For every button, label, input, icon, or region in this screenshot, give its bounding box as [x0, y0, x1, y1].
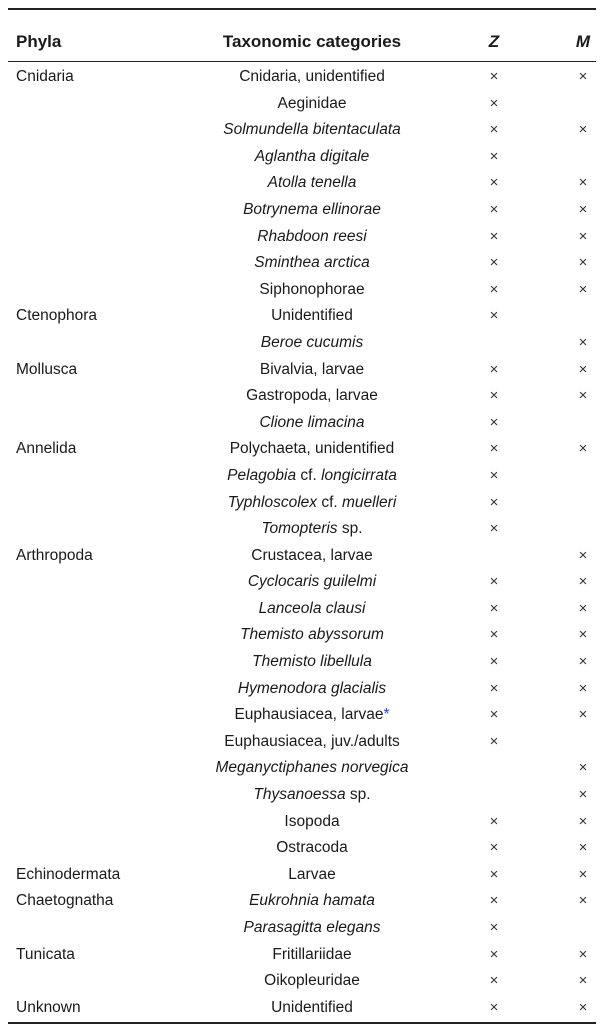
table-row: [8, 516, 596, 543]
taxon-cell: [158, 569, 466, 596]
taxon-cell: [158, 490, 466, 517]
m-presence-mark: ×: [578, 865, 588, 883]
taxon-text: Unidentified: [271, 307, 353, 325]
taxon-cell: [158, 755, 466, 782]
table-row: [8, 676, 596, 703]
taxon-cell: [158, 676, 466, 703]
table-row: [8, 170, 596, 197]
taxon-text: Siphonophorae: [259, 280, 365, 298]
taxon-part: sp.: [337, 520, 363, 538]
m-presence-mark: ×: [578, 998, 588, 1016]
taxon-cell: [158, 463, 466, 490]
z-presence-mark: ×: [489, 919, 499, 936]
taxon-cell: [158, 835, 466, 862]
taxon-cell: [158, 995, 466, 1022]
z-presence-mark: ×: [489, 653, 499, 671]
taxon-part: cf.: [296, 466, 322, 484]
table-row: [8, 543, 596, 570]
taxon-text: Hymenodora glacialis: [237, 679, 387, 697]
table-row: [8, 383, 596, 410]
z-presence-mark: ×: [489, 200, 499, 218]
z-presence-mark: ×: [489, 174, 499, 192]
taxon-text: Larvae: [288, 865, 336, 883]
table-row: [8, 463, 596, 490]
header-m: M: [575, 32, 591, 51]
taxon-cell: [158, 303, 466, 330]
taxon-text: Solmundella bitentaculata: [223, 121, 401, 139]
taxon-cell: [158, 942, 466, 969]
header-phyla: Phyla: [16, 32, 62, 51]
taxon-text: Botrynema ellinorae: [243, 200, 381, 218]
table-row: [8, 91, 596, 118]
table-row: [8, 755, 596, 782]
z-presence-mark: ×: [489, 68, 499, 85]
taxon-text: Atolla tenella: [267, 174, 357, 192]
taxon-text: Lanceola clausi: [258, 599, 366, 617]
phylum-cell: Cnidaria: [16, 68, 74, 85]
m-presence-mark: ×: [578, 174, 588, 192]
taxon-part: cf.: [317, 493, 343, 511]
table-row: [8, 649, 596, 676]
phylum-cell: Echinodermata: [16, 865, 121, 883]
m-presence-mark: ×: [578, 972, 588, 990]
z-presence-mark: ×: [489, 121, 499, 139]
z-presence-mark: ×: [489, 945, 499, 963]
taxon-text: Meganyctiphanes norvegica: [215, 759, 409, 777]
taxon-text: Cnidaria, unidentified: [239, 68, 385, 85]
z-presence-mark: ×: [489, 706, 499, 724]
taxon-text: Themisto abyssorum: [240, 626, 384, 644]
phylum-cell: Annelida: [16, 440, 77, 458]
taxon-text: Sminthea arctica: [254, 254, 370, 272]
taxon-cell: [158, 809, 466, 836]
m-presence-mark: ×: [578, 387, 588, 405]
z-presence-mark: ×: [489, 360, 499, 378]
table-row: [8, 888, 596, 915]
table-row: [8, 995, 596, 1022]
taxon-cell: [158, 782, 466, 809]
taxon-cell: [158, 888, 466, 915]
header-taxonomic-categories: Taxonomic categories: [222, 32, 402, 51]
m-presence-mark: ×: [578, 200, 588, 218]
footnote-asterisk: *: [383, 706, 390, 724]
taxon-part: Pelagobia: [227, 466, 297, 484]
z-presence-mark: ×: [489, 440, 499, 458]
taxon-part: Thysanoessa: [253, 786, 346, 804]
m-presence-mark: ×: [578, 227, 588, 245]
taxon-text: Euphausiacea, larvae: [234, 706, 384, 724]
z-presence-mark: ×: [489, 94, 499, 112]
taxon-text: Isopoda: [284, 812, 340, 830]
taxon-part: sp.: [345, 786, 371, 804]
m-presence-mark: ×: [578, 759, 588, 777]
m-presence-mark: ×: [578, 892, 588, 910]
taxon-cell: [158, 862, 466, 889]
taxon-text: Bivalvia, larvae: [259, 360, 365, 378]
taxon-cell: [158, 383, 466, 410]
table-header-rule: [8, 61, 596, 62]
z-presence-mark: ×: [489, 254, 499, 272]
table-row: [8, 968, 596, 995]
m-presence-mark: ×: [578, 121, 588, 139]
table-row: [8, 117, 596, 144]
taxon-part: longicirrata: [321, 466, 397, 484]
m-presence-mark: ×: [578, 360, 588, 378]
taxon-cell: [158, 968, 466, 995]
taxon-text: Unidentified: [271, 998, 353, 1016]
taxon-cell: [158, 702, 466, 729]
taxon-text: Beroe cucumis: [260, 333, 364, 351]
taxon-cell: [158, 64, 466, 91]
table-row: [8, 250, 596, 277]
table-bottom-rule: [8, 1022, 596, 1024]
z-presence-mark: ×: [489, 892, 499, 910]
taxon-cell: [158, 436, 466, 463]
z-presence-mark: ×: [489, 972, 499, 990]
table-row: [8, 622, 596, 649]
z-presence-mark: ×: [489, 865, 499, 883]
taxon-text: Themisto libellula: [252, 653, 372, 671]
taxon-part: Tomopteris: [261, 520, 338, 538]
z-presence-mark: ×: [489, 466, 499, 484]
z-presence-mark: ×: [489, 998, 499, 1016]
table-row: [8, 144, 596, 171]
header-z: Z: [488, 32, 500, 51]
phylum-cell: Unknown: [16, 998, 81, 1016]
taxa-table: [8, 0, 596, 1027]
m-presence-mark: ×: [578, 812, 588, 830]
table-row: [8, 357, 596, 384]
z-presence-mark: ×: [489, 679, 499, 697]
table-row: [8, 197, 596, 224]
m-presence-mark: ×: [578, 599, 588, 617]
taxon-cell: [158, 117, 466, 144]
taxon-part: Typhloscolex: [227, 493, 318, 511]
m-presence-mark: ×: [578, 280, 588, 298]
taxon-text: Gastropoda, larvae: [246, 387, 378, 405]
m-presence-mark: ×: [578, 653, 588, 671]
z-presence-mark: ×: [489, 626, 499, 644]
taxon-text: Oikopleuridae: [264, 972, 360, 990]
taxon-cell: [158, 91, 466, 118]
table-row: [8, 569, 596, 596]
z-presence-mark: ×: [489, 732, 499, 750]
table-row: [8, 436, 596, 463]
z-presence-mark: ×: [489, 520, 499, 538]
table-row: [8, 809, 596, 836]
m-presence-mark: ×: [578, 839, 588, 857]
m-presence-mark: ×: [578, 333, 588, 351]
taxon-cell: [158, 277, 466, 304]
taxon-cell: [158, 197, 466, 224]
table-row: [8, 596, 596, 623]
taxon-cell: [158, 622, 466, 649]
taxon-text: Aeginidae: [277, 94, 347, 112]
taxon-text: Eukrohnia hamata: [249, 892, 375, 910]
taxon-text: Ostracoda: [276, 839, 348, 857]
table-row: [8, 410, 596, 437]
phylum-cell: Arthropoda: [16, 546, 93, 564]
table-row: [8, 490, 596, 517]
z-presence-mark: ×: [489, 413, 499, 431]
m-presence-mark: ×: [578, 254, 588, 272]
table-row: [8, 330, 596, 357]
m-presence-mark: ×: [578, 626, 588, 644]
table-header: [8, 30, 596, 58]
taxon-text: Clione limacina: [259, 413, 365, 431]
m-presence-mark: ×: [578, 546, 588, 564]
z-presence-mark: ×: [489, 227, 499, 245]
m-presence-mark: ×: [578, 440, 588, 458]
z-presence-mark: ×: [489, 280, 499, 298]
table-row: [8, 303, 596, 330]
z-presence-mark: ×: [489, 573, 499, 591]
taxon-cell: [158, 915, 466, 942]
z-presence-mark: ×: [489, 599, 499, 617]
taxon-cell: [158, 224, 466, 251]
z-presence-mark: ×: [489, 839, 499, 857]
table-row: [8, 782, 596, 809]
taxon-cell: [158, 250, 466, 277]
taxon-text: Rhabdoon reesi: [257, 227, 367, 245]
m-presence-mark: ×: [578, 573, 588, 591]
phylum-cell: Tunicata: [16, 945, 75, 963]
table-row: [8, 277, 596, 304]
taxon-cell: [158, 170, 466, 197]
phylum-cell: Mollusca: [16, 360, 78, 378]
taxon-text: Parasagitta elegans: [243, 919, 381, 936]
taxon-cell: [158, 729, 466, 756]
taxon-cell: [158, 543, 466, 570]
taxon-cell: [158, 596, 466, 623]
z-presence-mark: ×: [489, 147, 499, 165]
table-row: [8, 862, 596, 889]
m-presence-mark: ×: [578, 786, 588, 804]
table-body: [8, 64, 596, 1021]
taxon-text: Polychaeta, unidentified: [229, 440, 395, 458]
phylum-cell: Ctenophora: [16, 307, 98, 325]
taxon-part: muelleri: [342, 493, 397, 511]
taxon-text: Euphausiacea, juv./adults: [224, 732, 400, 750]
taxon-cell: [158, 516, 466, 543]
table-row: [8, 702, 596, 729]
taxon-text: Crustacea, larvae: [251, 546, 373, 564]
table-row: [8, 942, 596, 969]
taxon-text: Aglantha digitale: [254, 147, 370, 165]
table-row: [8, 64, 596, 91]
taxon-cell: [158, 330, 466, 357]
phylum-cell: Chaetognatha: [16, 892, 114, 910]
z-presence-mark: ×: [489, 493, 499, 511]
taxon-cell: [158, 144, 466, 171]
taxon-cell: [158, 649, 466, 676]
taxon-text: Fritillariidae: [272, 945, 352, 963]
table-row: [8, 224, 596, 251]
m-presence-mark: ×: [578, 679, 588, 697]
m-presence-mark: ×: [578, 68, 588, 85]
z-presence-mark: ×: [489, 307, 499, 325]
m-presence-mark: ×: [578, 706, 588, 724]
table-row: [8, 915, 596, 942]
table-top-rule: [8, 8, 596, 10]
table-row: [8, 835, 596, 862]
z-presence-mark: ×: [489, 812, 499, 830]
taxon-cell: [158, 357, 466, 384]
taxon-text: Cyclocaris guilelmi: [247, 573, 377, 591]
taxon-cell: [158, 410, 466, 437]
table-row: [8, 729, 596, 756]
m-presence-mark: ×: [578, 945, 588, 963]
z-presence-mark: ×: [489, 387, 499, 405]
